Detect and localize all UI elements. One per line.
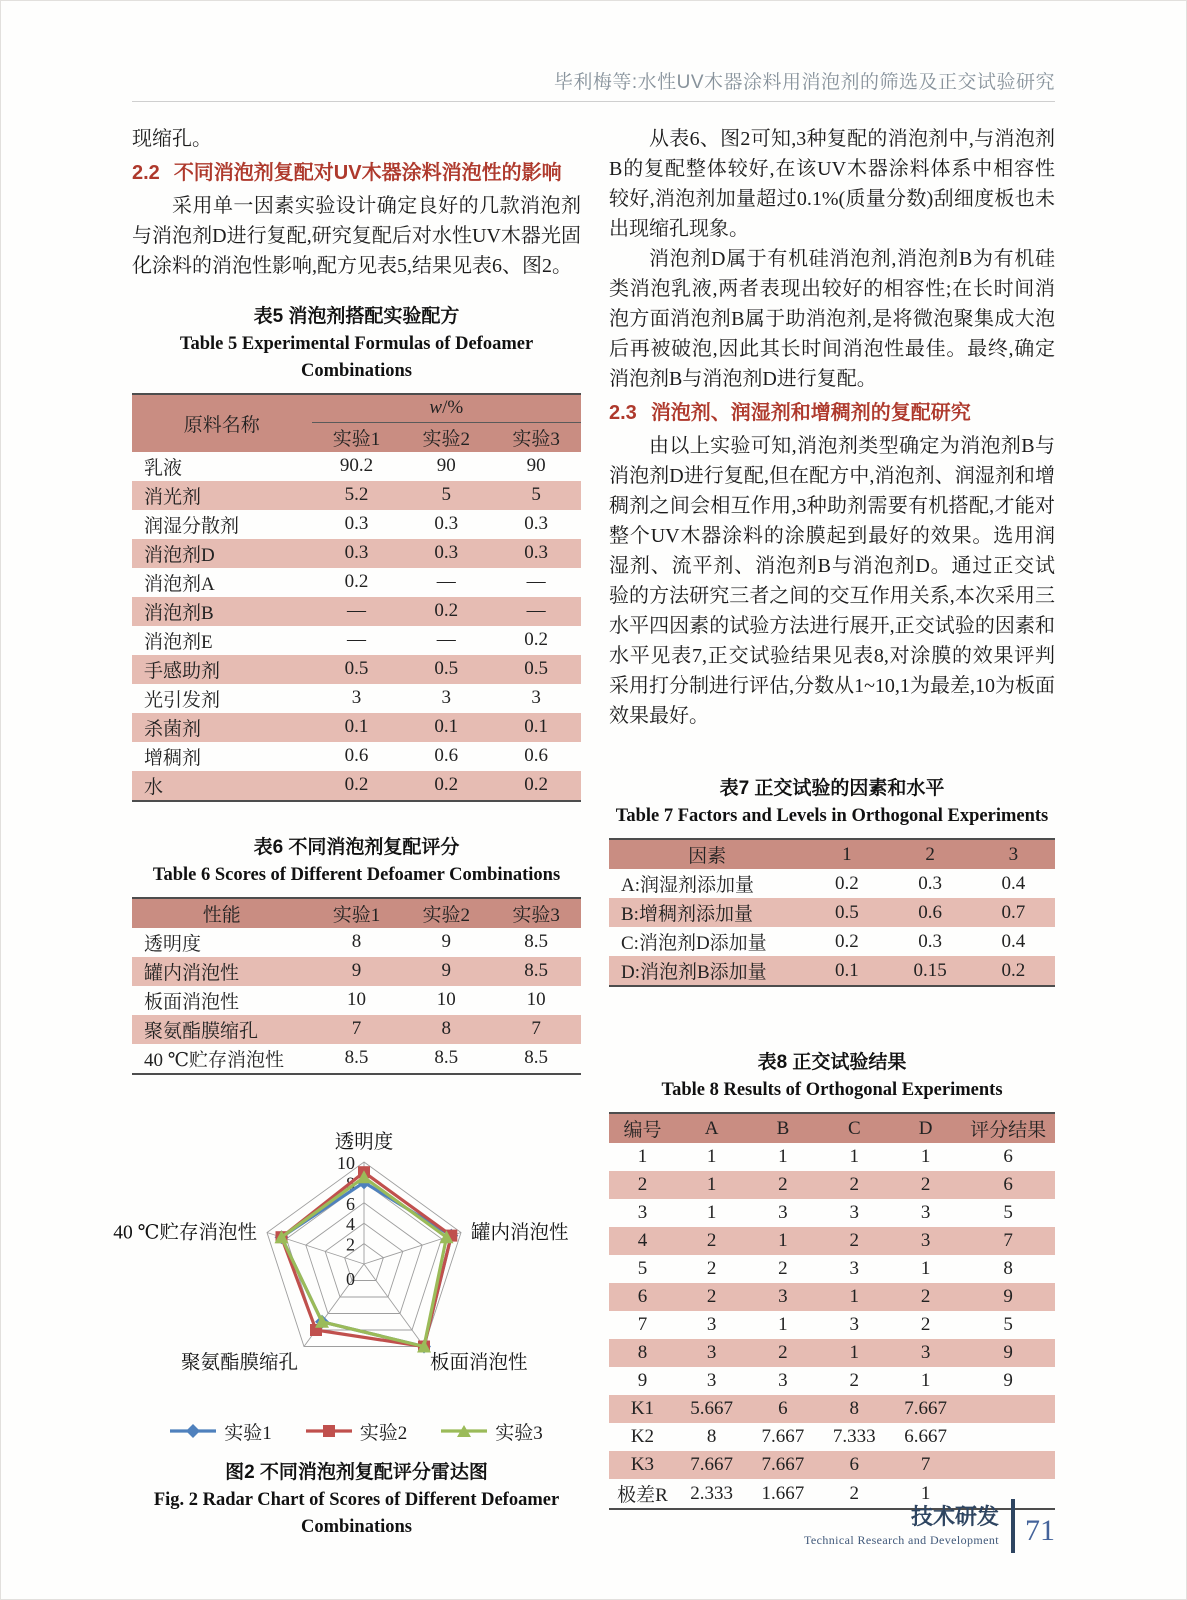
legend-label: 实验3 bbox=[495, 1422, 543, 1444]
table-cell: 2 bbox=[890, 1171, 961, 1199]
table-cell: 8.5 bbox=[524, 1047, 548, 1068]
table-cell: 2 bbox=[706, 1258, 717, 1279]
page-number: 71 bbox=[1025, 1514, 1055, 1547]
table-cell: 0.2 bbox=[312, 771, 402, 801]
table-cell: 罐内消泡性 bbox=[132, 957, 312, 986]
table8-body bbox=[609, 1143, 1055, 1509]
footer-section-zh: 技术研发 bbox=[910, 1503, 999, 1529]
table-row bbox=[132, 626, 581, 655]
table-cell: 消泡剂A bbox=[144, 573, 215, 595]
table-cell: 9 bbox=[637, 1370, 648, 1391]
table-row bbox=[609, 1451, 1055, 1479]
table-cell: 0.1 bbox=[491, 713, 581, 742]
section-heading-2-3 bbox=[609, 397, 1055, 429]
table-cell: 0.7 bbox=[972, 898, 1055, 927]
table-cell: 3 bbox=[778, 1202, 788, 1223]
table-cell: 0.2 bbox=[401, 771, 491, 801]
table-cell: 0.3 bbox=[918, 930, 942, 952]
table-cell: 手感助剂 bbox=[132, 655, 312, 684]
table-cell: 2 bbox=[819, 1227, 890, 1255]
table-cell: 1 bbox=[706, 1202, 717, 1223]
table8-captions bbox=[609, 1049, 1055, 1104]
radar-axis-label: 罐内消泡性 bbox=[471, 1222, 569, 1243]
table-cell: 7 bbox=[312, 1015, 402, 1044]
table-cell: 9 bbox=[961, 1283, 1055, 1311]
table-row bbox=[132, 742, 581, 771]
table-cell: 2 bbox=[920, 1314, 931, 1335]
table8-header-cell: B bbox=[747, 1113, 818, 1143]
table-cell: 0.3 bbox=[434, 513, 459, 534]
table-row bbox=[609, 1283, 1055, 1311]
table-cell: 2 bbox=[747, 1339, 818, 1367]
table-cell: 90 bbox=[436, 455, 456, 476]
table5-header bbox=[132, 394, 581, 452]
table7-header-cell: 因素 bbox=[609, 839, 805, 869]
table-cell: 2 bbox=[747, 1171, 818, 1199]
table-cell: A:润湿剂添加量 bbox=[621, 875, 755, 896]
table5-header-w: w/% bbox=[312, 394, 581, 422]
table-cell: 极差R bbox=[617, 1485, 668, 1506]
table-cell: 0.2 bbox=[491, 771, 581, 801]
table-row bbox=[132, 481, 581, 510]
table5-header-exp3: 实验3 bbox=[491, 422, 581, 452]
paragraph-continuation: 现缩孔。 bbox=[132, 128, 212, 150]
table-cell: 8 bbox=[401, 1015, 491, 1044]
table-cell: 0.2 bbox=[834, 872, 859, 894]
table-cell: 0.6 bbox=[434, 745, 459, 766]
table-cell: 0.6 bbox=[888, 898, 971, 927]
radar-tick-label: 4 bbox=[346, 1213, 355, 1234]
table-row bbox=[132, 539, 581, 568]
table5-captions bbox=[132, 303, 581, 385]
figure2 bbox=[113, 1101, 581, 1541]
table7-header-cell: 2 bbox=[888, 839, 971, 869]
table-cell: 8.5 bbox=[434, 1047, 459, 1068]
table-cell: 板面消泡性 bbox=[144, 991, 240, 1013]
table-cell: 1 bbox=[920, 1370, 931, 1391]
table5 bbox=[132, 393, 581, 802]
table-row bbox=[609, 1143, 1055, 1171]
table-cell: 0.6 bbox=[344, 745, 369, 766]
table-row bbox=[132, 957, 581, 986]
table-cell: 5 bbox=[1003, 1202, 1013, 1223]
table-cell: 3 bbox=[706, 1314, 717, 1335]
table8-header-cell: C bbox=[819, 1113, 890, 1143]
table-cell: 6.667 bbox=[904, 1426, 948, 1447]
table-row bbox=[609, 1311, 1055, 1339]
table-cell: 7 bbox=[890, 1451, 961, 1479]
radar-axis-label: 40 ℃贮存消泡性 bbox=[113, 1222, 257, 1243]
table-cell: 0.2 bbox=[401, 597, 491, 626]
table-cell: — bbox=[436, 629, 456, 650]
table-cell: 8 bbox=[609, 1339, 676, 1367]
table-row bbox=[132, 1015, 581, 1044]
table-cell: 9 bbox=[1003, 1370, 1013, 1391]
table-cell bbox=[961, 1451, 1055, 1479]
table6-header-cell: 性能 bbox=[132, 898, 312, 928]
table-cell: 2 bbox=[849, 1482, 860, 1504]
table-cell: 0.3 bbox=[401, 539, 491, 568]
section-number: 2.3 bbox=[609, 402, 637, 424]
table8-header-cell: 评分结果 bbox=[961, 1113, 1055, 1143]
table-row bbox=[132, 452, 581, 481]
table-cell: 3 bbox=[920, 1202, 931, 1223]
radar-tick-label: 2 bbox=[346, 1234, 355, 1255]
table-cell: 1 bbox=[819, 1283, 890, 1311]
table-cell: 1 bbox=[849, 1146, 860, 1167]
section-heading-2-2 bbox=[132, 157, 581, 189]
table-cell: 3 bbox=[351, 687, 362, 708]
table-cell: 8 bbox=[819, 1395, 890, 1423]
legend-label: 实验1 bbox=[224, 1422, 272, 1444]
table-cell: 3 bbox=[706, 1370, 717, 1391]
table-cell: K1 bbox=[609, 1395, 676, 1423]
table8-caption-zh: 表8 正交试验结果 bbox=[757, 1052, 907, 1073]
table5-header-exp2: 实验2 bbox=[401, 422, 491, 452]
table-cell: 0.3 bbox=[524, 513, 548, 534]
table8-header bbox=[609, 1113, 1055, 1143]
radar-tick-label: 10 bbox=[337, 1152, 355, 1173]
table8-header-cell: A bbox=[676, 1113, 747, 1143]
table-cell: 0.5 bbox=[491, 655, 581, 684]
table-cell: 1 bbox=[706, 1146, 717, 1167]
table-cell: 增稠剂 bbox=[144, 747, 202, 769]
table-cell: 7.667 bbox=[890, 1395, 961, 1423]
table-cell: 5.667 bbox=[676, 1395, 747, 1423]
table6-header bbox=[132, 898, 581, 928]
table7-captions bbox=[609, 775, 1055, 830]
table-cell: 消泡剂E bbox=[144, 631, 213, 653]
table-cell: 8 bbox=[1003, 1258, 1013, 1279]
table-row bbox=[609, 1171, 1055, 1199]
table-cell: 0.2 bbox=[834, 930, 859, 952]
table-cell: 6 bbox=[1003, 1146, 1013, 1167]
table-cell: 7.667 bbox=[676, 1451, 747, 1479]
table-cell: 8.5 bbox=[524, 931, 548, 952]
table-row bbox=[609, 1367, 1055, 1395]
table-cell: 4 bbox=[609, 1227, 676, 1255]
table-row bbox=[609, 1199, 1055, 1227]
table8-header-cell: D bbox=[890, 1113, 961, 1143]
table-cell: 1 bbox=[778, 1314, 788, 1335]
table-cell: 6 bbox=[961, 1171, 1055, 1199]
table-cell: 6 bbox=[747, 1395, 818, 1423]
legend-label: 实验2 bbox=[359, 1422, 408, 1444]
radar-tick-label: 6 bbox=[346, 1193, 355, 1214]
table-cell: 0.2 bbox=[344, 571, 369, 592]
table-cell: 0.4 bbox=[1001, 872, 1026, 894]
table-cell: 5 bbox=[1003, 1314, 1013, 1335]
table-cell: 9 bbox=[312, 957, 402, 986]
table-cell: 40 ℃贮存消泡性 bbox=[144, 1049, 285, 1071]
running-header bbox=[132, 67, 1055, 94]
table-row bbox=[609, 1255, 1055, 1283]
table5-caption-zh: 表5 消泡剂搭配实验配方 bbox=[253, 306, 460, 327]
table-cell: 3 bbox=[849, 1258, 860, 1279]
table-cell: 0.2 bbox=[972, 956, 1055, 986]
table-row bbox=[132, 928, 581, 957]
table7-caption-en: Table 7 Factors and Levels in Orthogonal Experiments bbox=[615, 806, 1049, 826]
table-row bbox=[609, 1227, 1055, 1255]
table-cell: 9 bbox=[961, 1339, 1055, 1367]
table7-body bbox=[609, 869, 1055, 986]
table5-caption-en: Table 5 Experimental Formulas of Defoamer Combinations bbox=[179, 334, 534, 381]
table-cell: 8.5 bbox=[491, 957, 581, 986]
table-cell: 7.667 bbox=[761, 1426, 805, 1447]
radar-tick-label: 0 bbox=[346, 1268, 355, 1289]
table-row bbox=[132, 655, 581, 684]
table8-caption-en: Table 8 Results of Orthogonal Experiments bbox=[661, 1080, 1003, 1100]
section-number: 2.2 bbox=[132, 162, 160, 184]
table-cell: 0.4 bbox=[1001, 930, 1026, 952]
running-title: 毕利梅等:水性UV木器涂料用消泡剂的筛选及正交试验研究 bbox=[553, 72, 1055, 93]
table-cell: 90.2 bbox=[339, 455, 374, 476]
table-cell: 0.5 bbox=[805, 898, 888, 927]
table-cell: 0.1 bbox=[401, 713, 491, 742]
table-cell: D:消泡剂B添加量 bbox=[609, 956, 805, 986]
table-cell: 3 bbox=[890, 1227, 961, 1255]
table-cell: 3 bbox=[531, 687, 541, 708]
left-column bbox=[113, 124, 581, 1541]
table6-body bbox=[132, 928, 581, 1074]
table-cell: K2 bbox=[630, 1426, 655, 1447]
table-row bbox=[132, 771, 581, 801]
table-cell: 1 bbox=[920, 1146, 931, 1167]
figure2-caption-en: Fig. 2 Radar Chart of Scores of Different Defoamer Combinations bbox=[153, 1489, 560, 1537]
footer-section-en: Technical Research and Development bbox=[803, 1532, 999, 1547]
radar-svg bbox=[113, 1101, 581, 1403]
table-cell: 5 bbox=[401, 481, 491, 510]
table-cell: 8.5 bbox=[344, 1047, 369, 1068]
table-row bbox=[609, 956, 1055, 986]
table-cell: K3 bbox=[609, 1451, 676, 1479]
table-cell: 6 bbox=[819, 1451, 890, 1479]
table-cell bbox=[961, 1423, 1055, 1451]
table-cell: 7 bbox=[637, 1314, 648, 1335]
table-cell: 9 bbox=[401, 957, 491, 986]
table-cell: 7 bbox=[491, 1015, 581, 1044]
table-cell: 3 bbox=[778, 1370, 788, 1391]
table-cell: 1 bbox=[819, 1339, 890, 1367]
table-cell: 3 bbox=[849, 1314, 860, 1335]
table-cell: 3 bbox=[637, 1202, 648, 1223]
table-row bbox=[132, 986, 581, 1015]
table-cell: 9 bbox=[441, 931, 452, 952]
table-cell: 7.333 bbox=[832, 1426, 876, 1447]
table-cell: 0.3 bbox=[312, 539, 402, 568]
table-cell: 2.333 bbox=[690, 1482, 733, 1504]
table-cell: 聚氨酯膜缩孔 bbox=[132, 1015, 312, 1044]
table-cell: 3 bbox=[747, 1283, 818, 1311]
table-row bbox=[609, 898, 1055, 927]
table-cell: 润湿分散剂 bbox=[144, 515, 240, 537]
table7-header-cell: 3 bbox=[972, 839, 1055, 869]
table-cell: 0.3 bbox=[344, 513, 369, 534]
table-cell: 2 bbox=[676, 1283, 747, 1311]
table-cell: — bbox=[436, 571, 456, 592]
table-cell: 5 bbox=[491, 481, 581, 510]
table-cell: 2 bbox=[609, 1171, 676, 1199]
table-row bbox=[609, 869, 1055, 898]
table-cell: B:增稠剂添加量 bbox=[609, 898, 805, 927]
table-cell: 消光剂 bbox=[132, 481, 312, 510]
table-cell: 8 bbox=[706, 1426, 717, 1447]
paragraph: 由以上实验可知,消泡剂类型确定为消泡剂B与消泡剂D进行复配,但在配方中,消泡剂、润湿剂和增稠剂之间会相互作用,3种助剂需要有机搭配,才能对整个UV木器涂料的涂膜起到最好的效果。选用润湿剂、流平剂、消泡剂B与消泡剂D。通过正交试验的方法研究三者之间的交互作用关系,本次采用三水平四因素的试验方法进行展开,正交试验的因素和水平见表7,正交试验结果见表8,对涂膜的效果评判采用打分制进行评估,分数从1~10,1为最差,10为板面效果最好。 bbox=[609, 435, 1055, 727]
table6-caption-en: Table 6 Scores of Different Defoamer Combinations bbox=[152, 864, 561, 885]
table-row bbox=[609, 1339, 1055, 1367]
header-rule bbox=[132, 101, 1055, 102]
table-cell: 乳液 bbox=[144, 457, 183, 479]
table-cell: 光引发剂 bbox=[144, 689, 221, 711]
paragraph: 从表6、图2可知,3种复配的消泡剂中,与消泡剂B的复配整体较好,在该UV木器涂料体系中相容性较好,消泡剂加量超过0.1%(质量分数)刮细度板也未出现缩孔现象。 bbox=[609, 128, 1055, 240]
section-title: 消泡剂、润湿剂和增稠剂的复配研究 bbox=[650, 402, 971, 424]
table-cell: 2 bbox=[778, 1258, 788, 1279]
table-cell: C:消泡剂D添加量 bbox=[621, 933, 767, 954]
legend-marker-icon bbox=[306, 1423, 352, 1439]
table-cell: 90 bbox=[526, 455, 546, 476]
table-cell: 0.6 bbox=[524, 745, 548, 766]
table-cell: 10 bbox=[346, 989, 366, 1010]
table-cell: 1 bbox=[747, 1227, 818, 1255]
radar-chart bbox=[113, 1101, 581, 1408]
table-row bbox=[609, 927, 1055, 956]
table-cell: 0.5 bbox=[312, 655, 402, 684]
table-cell: 5.2 bbox=[312, 481, 402, 510]
radar-tick-label: 8 bbox=[346, 1172, 355, 1193]
table-row bbox=[132, 1044, 581, 1074]
table-cell: 透明度 bbox=[144, 933, 202, 955]
table-cell: 7 bbox=[961, 1227, 1055, 1255]
table-cell: 0.1 bbox=[312, 713, 402, 742]
table7-header bbox=[609, 839, 1055, 869]
footer-divider-bar bbox=[1011, 1499, 1015, 1553]
legend-marker-icon bbox=[441, 1423, 487, 1439]
paragraph: 采用单一因素实验设计确定良好的几款消泡剂与消泡剂D进行复配,研究复配后对水性UV木器光固化涂料的消泡性影响,配方见表5,结果见表6、图2。 bbox=[132, 195, 581, 277]
figure2-captions bbox=[132, 1459, 581, 1541]
table-cell: 1 bbox=[920, 1482, 931, 1504]
paragraph: 消泡剂D属于有机硅消泡剂,消泡剂B为有机硅类消泡乳液,两者表现出较好的相容性;在长时间消泡方面消泡剂B属于助消泡剂,是将微泡聚集成大泡后再被破泡,因此其长时间消泡性最佳。最终,确定消泡剂B与消泡剂D进行复配。 bbox=[609, 248, 1055, 390]
table-cell: 0.3 bbox=[491, 539, 581, 568]
table-cell: 2 bbox=[819, 1171, 890, 1199]
page-footer bbox=[804, 1499, 1055, 1553]
radar-axis-label: 板面消泡性 bbox=[430, 1352, 528, 1373]
radar-axis-label: 聚氨酯膜缩孔 bbox=[180, 1352, 298, 1373]
table-row bbox=[132, 713, 581, 742]
table5-body bbox=[132, 452, 581, 801]
table-cell: — bbox=[312, 597, 402, 626]
table-cell: 消泡剂B bbox=[132, 597, 312, 626]
table5-header-material: 原料名称 bbox=[132, 394, 312, 452]
table-cell: 1 bbox=[637, 1146, 648, 1167]
table-row bbox=[132, 510, 581, 539]
table-cell: — bbox=[491, 597, 581, 626]
table-cell: 水 bbox=[132, 771, 312, 801]
table6 bbox=[132, 897, 581, 1075]
table-cell: 1 bbox=[778, 1146, 788, 1167]
radar-series-实验2 bbox=[282, 1172, 452, 1346]
table6-header-cell: 实验1 bbox=[312, 898, 402, 928]
table5-header-exp1: 实验1 bbox=[312, 422, 402, 452]
figure2-caption-zh: 图2 不同消泡剂复配评分雷达图 bbox=[225, 1461, 488, 1483]
table6-captions bbox=[132, 834, 581, 889]
table7 bbox=[609, 838, 1055, 987]
legend-item-实验2 bbox=[306, 1418, 408, 1445]
table8 bbox=[609, 1112, 1055, 1510]
legend-marker-icon bbox=[170, 1423, 216, 1439]
table-row bbox=[132, 568, 581, 597]
radar-legend bbox=[132, 1418, 581, 1445]
table-row bbox=[609, 1423, 1055, 1451]
table6-header-cell: 实验2 bbox=[401, 898, 491, 928]
table-cell: 8 bbox=[351, 931, 362, 952]
table-cell: 2 bbox=[890, 1283, 961, 1311]
table-cell bbox=[961, 1395, 1055, 1423]
table-cell: 0.1 bbox=[805, 956, 888, 986]
table-cell: 10 bbox=[526, 989, 546, 1010]
legend-item-实验1 bbox=[170, 1418, 272, 1445]
table-cell: 消泡剂D bbox=[132, 539, 312, 568]
table8-header-cell: 编号 bbox=[609, 1113, 676, 1143]
table-row bbox=[609, 1395, 1055, 1423]
table-row bbox=[132, 684, 581, 713]
table-cell: 1 bbox=[676, 1171, 747, 1199]
table-cell: 3 bbox=[441, 687, 452, 708]
table-cell: 2 bbox=[676, 1227, 747, 1255]
right-column bbox=[609, 124, 1055, 1541]
table-cell: — bbox=[526, 571, 546, 592]
table7-header-cell: 1 bbox=[805, 839, 888, 869]
table-cell: 6 bbox=[609, 1283, 676, 1311]
table-cell: 0.3 bbox=[918, 872, 942, 894]
table-cell: 7.667 bbox=[747, 1451, 818, 1479]
table-cell: 3 bbox=[676, 1339, 747, 1367]
table-cell: 5 bbox=[637, 1258, 648, 1279]
table7-caption-zh: 表7 正交试验的因素和水平 bbox=[719, 778, 945, 799]
table-cell: 0.15 bbox=[888, 956, 971, 986]
table-cell: 1 bbox=[920, 1258, 931, 1279]
table-cell: 3 bbox=[890, 1339, 961, 1367]
table-cell: 0.2 bbox=[524, 629, 548, 650]
table-cell: 0.5 bbox=[401, 655, 491, 684]
table-row bbox=[132, 597, 581, 626]
table-cell: 3 bbox=[849, 1202, 860, 1223]
radar-axis-label: 透明度 bbox=[334, 1131, 394, 1153]
legend-item-实验3 bbox=[441, 1418, 543, 1445]
table-cell: — bbox=[346, 629, 366, 650]
table-cell: 1.667 bbox=[761, 1482, 805, 1504]
table-cell: 2 bbox=[849, 1370, 860, 1391]
table-cell: 10 bbox=[436, 989, 456, 1010]
table6-header-cell: 实验3 bbox=[491, 898, 581, 928]
section-title: 不同消泡剂复配对UV木器涂料消泡性的影响 bbox=[173, 162, 562, 184]
footer-section bbox=[804, 1505, 999, 1548]
table6-caption-zh: 表6 不同消泡剂复配评分 bbox=[253, 836, 460, 858]
table-cell: 杀菌剂 bbox=[132, 713, 312, 742]
